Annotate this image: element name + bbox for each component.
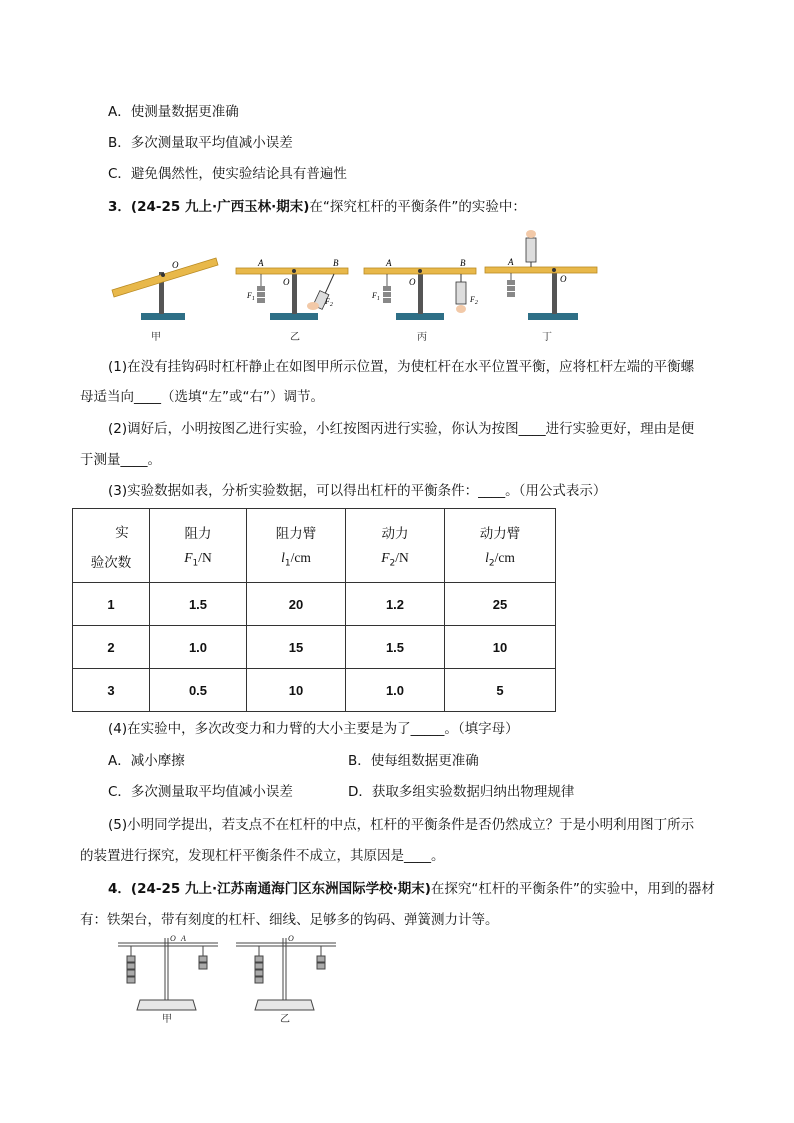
fig-yi-point-b: B — [333, 258, 339, 268]
fig-ding-point-a: A — [508, 257, 514, 267]
fig-bing-f1: $F_1$ — [372, 291, 380, 302]
q3-part4-option-c: C．多次测量取平均值减小误差 — [108, 784, 293, 800]
question-3-text: 在“探究杠杆的平衡条件”的实验中： — [309, 199, 526, 215]
q3-part2-line1: (2)调好后，小明按图乙进行实验，小红按图丙进行实验，你认为按图____进行实验更好，理由是便 — [108, 421, 695, 437]
fig-bing-point-o: O — [409, 277, 416, 287]
fig4-jia-point-o: O — [170, 934, 176, 943]
q3-part2-line2: 于测量____。 — [80, 452, 161, 468]
q3-part4-option-a: A．减小摩擦 — [108, 753, 185, 769]
question-4-text: 在探究“杠杆的平衡条件”的实验中，用到的器材 — [430, 881, 715, 897]
q3-part1-line2: 母适当向____（选填“左”或“右”）调节。 — [80, 389, 324, 405]
table-row: 3 0.5 10 1.0 5 — [73, 669, 556, 712]
q3-part4: (4)在实验中，多次改变力和力臂的大小主要是为了_____。（填字母） — [108, 721, 519, 737]
table-row: 1 1.5 20 1.2 25 — [73, 583, 556, 626]
header-effort-arm: 动力臂 $l_2/cm$ — [445, 509, 556, 583]
fig-bing-point-b: B — [460, 258, 466, 268]
figure-4-jia — [118, 938, 218, 1010]
q3-part4-option-d: D．获取多组实验数据归纳出物理规律 — [348, 784, 575, 800]
header-resistance-arm: 阻力臂 $l_1/cm$ — [247, 509, 346, 583]
header-resistance: 阻力 $F_1/N$ — [150, 509, 247, 583]
header-trial: 实 验次数 — [73, 509, 150, 583]
q3-part5-line1: (5)小明同学提出，若支点不在杠杆的中点，杠杆的平衡条件是否仍然成立？于是小明利用图丁所示 — [108, 817, 695, 833]
fig4-yi-point-o: O — [288, 934, 294, 943]
question-4-text-line2: 有：铁架台，带有刻度的杠杆、细线、足够多的钩码、弹簧测力计等。 — [80, 912, 499, 928]
table-row: 2 1.0 15 1.5 10 — [73, 626, 556, 669]
fig-ding-point-o: O — [560, 274, 567, 284]
fig3-label-jia: 甲 — [151, 332, 161, 343]
fig4-jia-point-a: A — [181, 934, 186, 943]
q3-part1-line1: (1)在没有挂钩码时杠杆静止在如图甲所示位置，为使杠杆在水平位置平衡，应将杠杆左端的平衡螺 — [108, 359, 695, 375]
fig3-label-ding: 丁 — [542, 332, 552, 343]
figure-4-yi — [236, 938, 336, 1010]
header-effort: 动力 $F_2/N$ — [346, 509, 445, 583]
fig4-label-yi: 乙 — [280, 1014, 290, 1025]
q3-part3: (3)实验数据如表，分析实验数据，可以得出杠杆的平衡条件：____。（用公式表示） — [108, 483, 607, 499]
fig3-label-bing: 丙 — [417, 332, 427, 343]
fig4-label-jia: 甲 — [162, 1014, 172, 1025]
q3-part5-line2: 的装置进行探究，发现杠杆平衡条件不成立，其原因是____。 — [80, 848, 445, 864]
prev-option-b: B．多次测量取平均值减小误差 — [108, 135, 293, 151]
q3-part4-option-b: B．使每组数据更准确 — [348, 753, 479, 769]
fig3-label-yi: 乙 — [290, 332, 300, 343]
question-4-number: 4．(24-25 九上·江苏南通海门区东洲国际学校·期末) — [108, 881, 431, 897]
prev-option-c: C．避免偶然性，使实验结论具有普遍性 — [108, 166, 347, 182]
fig-yi-f2: $F_2$ — [325, 297, 333, 308]
question-3-number: 3．(24-25 九上·广西玉林·期末) — [108, 199, 310, 215]
prev-option-a: A．使测量数据更准确 — [108, 104, 239, 120]
fig-bing-f2: $F_2$ — [470, 295, 478, 306]
fig-yi-f1: $F_1$ — [247, 291, 255, 302]
fig-yi-point-o: O — [283, 277, 290, 287]
fig-bing-point-a: A — [386, 258, 392, 268]
fig-jia-point-o: O — [172, 260, 179, 270]
fig-yi-point-a: A — [258, 258, 264, 268]
